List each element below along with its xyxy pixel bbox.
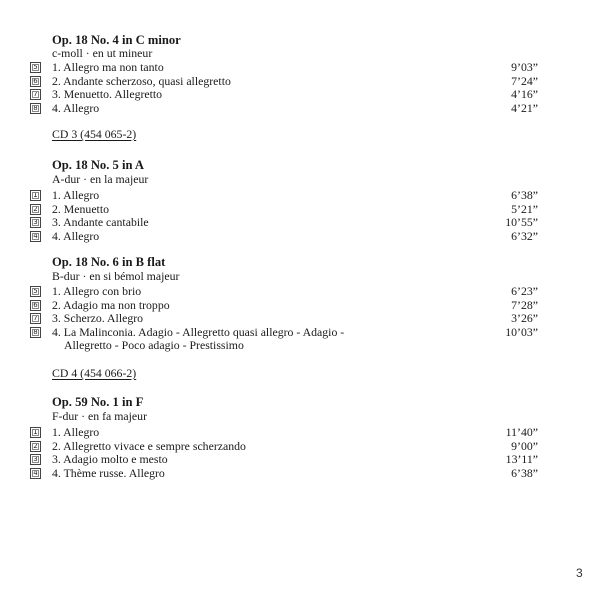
track-number-badge: 6 (30, 300, 41, 311)
track-row (30, 61, 550, 75)
track-number-badge: 6 (30, 76, 41, 87)
track-row (30, 312, 550, 326)
track-number-badge: 2 (30, 204, 41, 215)
track-title-continuation: Allegretto - Poco adagio - Prestissimo (64, 338, 244, 352)
track-duration: 9’03” (511, 60, 538, 74)
track-duration: 9’00” (511, 438, 538, 453)
track-number-badge: 3 (30, 217, 41, 228)
work-key-subtitle: B-dur · en si bémol majeur (52, 269, 180, 283)
track-duration: 11’40” (505, 425, 538, 439)
track-title: 3. Adagio molto e mesto (52, 452, 168, 466)
cd-label: CD 4 (454 066-2) (52, 366, 137, 380)
track-title: 2. Andante scherzoso, quasi allegretto (52, 73, 231, 88)
track-number-badge: 8 (30, 103, 41, 114)
track-title: 3. Scherzo. Allegro (52, 311, 144, 325)
track-row (30, 453, 550, 467)
track-title: 1. Allegro con brio (52, 284, 142, 298)
track-number-badge: 8 (30, 327, 41, 338)
track-duration: 4’21” (511, 100, 538, 115)
track-duration: 6’23” (511, 284, 538, 298)
work-key-subtitle: A-dur · en la majeur (52, 172, 149, 186)
track-row (30, 467, 550, 481)
track-row (30, 285, 550, 299)
track-duration: 4’16” (511, 87, 538, 101)
track-row (30, 88, 550, 102)
track-row (30, 189, 550, 203)
work-title: Op. 59 No. 1 in F (52, 395, 144, 409)
track-row (30, 230, 550, 244)
track-title: 1. Allegro (52, 425, 100, 439)
track-title: 4. Allegro (52, 100, 100, 115)
track-row (30, 102, 550, 116)
track-duration: 10’55” (505, 215, 538, 229)
track-number-badge: 7 (30, 313, 41, 324)
track-title: 2. Adagio ma non troppo (52, 297, 170, 312)
track-number-badge: 2 (30, 441, 41, 452)
track-number-badge: 4 (30, 231, 41, 242)
work-title: Op. 18 No. 5 in A (52, 158, 145, 172)
track-row (30, 216, 550, 230)
track-number-badge: 5 (30, 286, 41, 297)
track-row (30, 326, 550, 354)
track-title: 4. La Malinconia. Adagio - Allegretto quasi allegro - Adagio - (52, 324, 345, 339)
track-number-badge: 3 (30, 454, 41, 465)
track-title: 4. Allegro (52, 228, 100, 243)
track-duration: 5’21” (511, 201, 538, 216)
track-duration: 13’11” (505, 452, 538, 466)
track-duration: 10’03” (505, 324, 538, 339)
work-title: Op. 18 No. 6 in B flat (52, 255, 166, 269)
track-title: 1. Allegro ma non tanto (52, 60, 164, 74)
track-title: 4. Thème russe. Allegro (52, 465, 165, 480)
track-duration: 3’26” (511, 311, 538, 325)
track-number-badge: 1 (30, 427, 41, 438)
track-duration: 6’32” (511, 228, 538, 243)
track-duration: 6’38” (511, 188, 538, 202)
track-row (30, 426, 550, 440)
work-key-subtitle: F-dur · en fa majeur (52, 409, 147, 423)
page-number: 3 (576, 566, 583, 580)
work-title: Op. 18 No. 4 in C minor (52, 33, 181, 47)
track-number-badge: 1 (30, 190, 41, 201)
track-duration: 7’24” (511, 73, 538, 88)
track-title: 2. Allegretto vivace e sempre scherzando (52, 438, 246, 453)
work-key-subtitle: c-moll · en ut mineur (52, 46, 153, 60)
track-title: 2. Menuetto (52, 201, 110, 216)
track-number-badge: 4 (30, 468, 41, 479)
track-title: 1. Allegro (52, 188, 100, 202)
track-title: 3. Andante cantabile (52, 215, 149, 229)
track-number-badge: 7 (30, 89, 41, 100)
track-number-badge: 5 (30, 62, 41, 73)
cd-label: CD 3 (454 065-2) (52, 127, 137, 141)
track-duration: 7’28” (511, 297, 538, 312)
track-title: 3. Menuetto. Allegretto (52, 87, 163, 101)
track-duration: 6’38” (511, 465, 538, 480)
